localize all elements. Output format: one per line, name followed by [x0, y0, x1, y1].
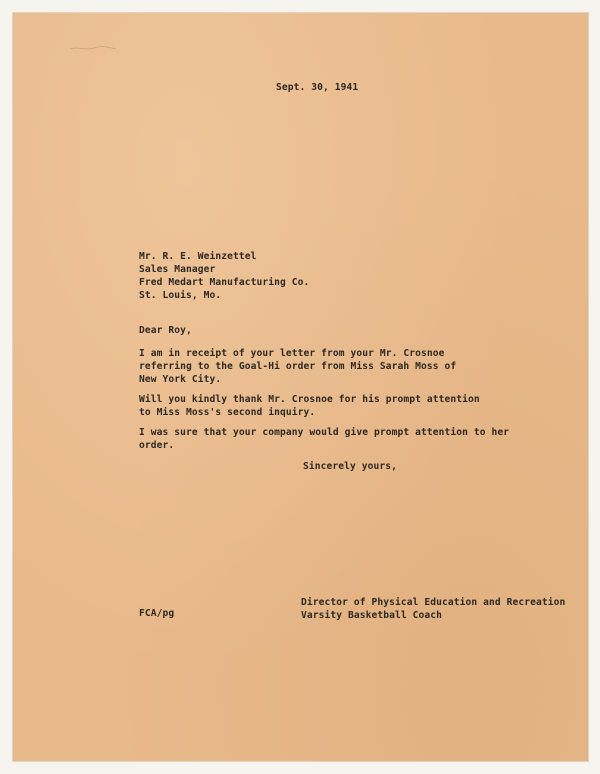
paragraph-1-line-1: I am in receipt of your letter from your Mr. Crosnoe — [139, 348, 445, 359]
paragraph-1-line-2: referring to the Goal-Hi order from Miss Sarah Moss of — [139, 361, 457, 372]
paragraph-3-line-2: order. — [139, 440, 175, 451]
pencil-mark — [68, 43, 128, 53]
closing: Sincerely yours, — [303, 461, 398, 472]
signature-title-2: Varsity Basketball Coach — [301, 610, 443, 621]
recipient-name: Mr. R. E. Weinzettel — [139, 251, 257, 262]
paragraph-2-line-2: to Miss Moss's second inquiry. — [139, 407, 316, 418]
recipient-company: Fred Medart Manufacturing Co. — [139, 277, 310, 288]
letter-date: Sept. 30, 1941 — [276, 82, 359, 93]
letter-paper — [13, 13, 588, 761]
recipient-title: Sales Manager — [139, 264, 216, 275]
paragraph-2-line-1: Will you kindly thank Mr. Crosnoe for his prompt attention — [139, 394, 480, 405]
typist-initials: FCA/pg — [139, 608, 175, 619]
recipient-city: St. Louis, Mo. — [139, 290, 222, 301]
paragraph-1-line-3: New York City. — [139, 374, 222, 385]
signature-title-1: Director of Physical Education and Recreation — [301, 597, 566, 608]
salutation: Dear Roy, — [139, 325, 192, 336]
paragraph-3-line-1: I was sure that your company would give prompt attention to her — [139, 427, 510, 438]
